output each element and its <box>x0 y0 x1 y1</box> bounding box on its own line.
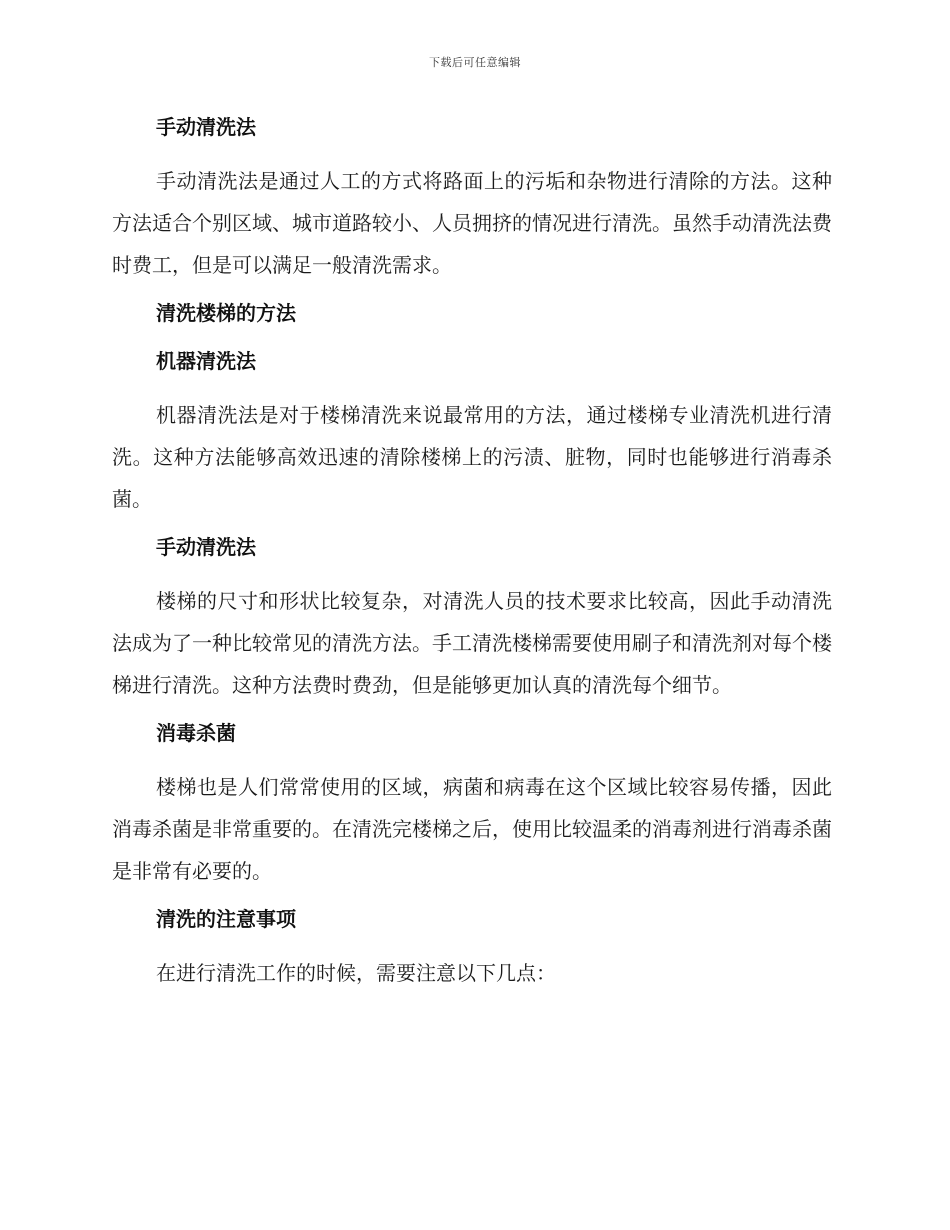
para-manual-road: 手动清洗法是通过人工的方式将路面上的污垢和杂物进行清除的方法。这种方法适合个别区域、城市道路较小、人员拥挤的情况进行清洗。虽然手动清洗法费时费工，但是可以满足一般清洗需求。 <box>112 169 832 277</box>
heading-manual-stairs: 手动清洗法 <box>156 535 256 559</box>
heading-stairs-method: 清洗楼梯的方法 <box>156 301 296 325</box>
para-manual-stairs: 楼梯的尺寸和形状比较复杂，对清洗人员的技术要求比较高，因此手动清洗法成为了一种比较常见的清洗方法。手工清洗楼梯需要使用刷子和清洗剂对每个楼梯进行清洗。这种方法费时费劲，但是能够更加认真的清洗每个细节。 <box>112 589 832 697</box>
document-body <box>112 112 832 1006</box>
para-notes: 在进行清洗工作的时候，需要注意以下几点： <box>156 961 556 985</box>
page-header: 下载后可任意编辑 <box>429 56 521 69</box>
heading-manual-road: 手动清洗法 <box>156 115 256 139</box>
heading-machine: 机器清洗法 <box>156 349 256 373</box>
para-disinfect: 楼梯也是人们常常使用的区域，病菌和病毒在这个区域比较容易传播，因此消毒杀菌是非常重要的。在清洗完楼梯之后，使用比较温柔的消毒剂进行消毒杀菌是非常有必要的。 <box>112 775 832 883</box>
heading-disinfect: 消毒杀菌 <box>156 721 236 745</box>
heading-notes: 清洗的注意事项 <box>156 907 296 931</box>
para-machine: 机器清洗法是对于楼梯清洗来说最常用的方法，通过楼梯专业清洗机进行清洗。这种方法能够高效迅速的清除楼梯上的污渍、脏物，同时也能够进行消毒杀菌。 <box>112 403 832 511</box>
